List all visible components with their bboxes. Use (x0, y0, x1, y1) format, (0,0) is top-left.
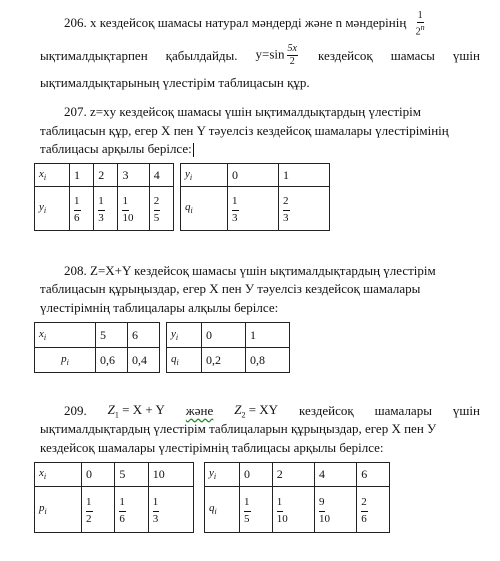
table-row: $q_i$ 0,2 0,8 (167, 348, 290, 373)
probability-fraction: $\frac{1}{2^n}$ (415, 10, 425, 38)
formula-z1: $Z_1 = X + Y$ (107, 402, 165, 420)
table-row: $x_i$ 1 2 3 4 (35, 164, 174, 187)
table-209-y (204, 462, 390, 533)
problem-209-line-3: кездейсоқ шамалары үлестірімнің таблицасы арқылы берілсе: (40, 440, 384, 455)
problem-206-line-2: ықтималдықтарпен қабылдайды. y=sin $\frac{5x}{2}$ кездейсоқ шамасы үшін (40, 43, 480, 67)
table-row: $p_i$ $\frac{1}{2}$ $\frac{1}{6}$ $\frac{1}{3}$ (35, 487, 194, 533)
table-row: $x_i$ 0 5 10 (35, 463, 194, 487)
table-207-x (34, 163, 174, 231)
table-row: $y_i$ 0 1 (181, 164, 330, 187)
table-row: $q_i$ $\frac{1}{3}$ $\frac{2}{3}$ (181, 187, 330, 231)
sin-formula: y=sin $\frac{5x}{2}$ (255, 43, 297, 67)
table-row: $y_i$ 0 1 (167, 323, 290, 348)
table-row: $y_i$ 0 2 4 6 (205, 463, 390, 487)
table-209-x (34, 462, 194, 533)
problem-209-line-2: ықтималдықтардың үлестірім таблицаларын құрыңыздар, егер X пен У (40, 421, 437, 436)
problem-206-line-1 (64, 11, 427, 37)
table-208-x (34, 322, 160, 373)
problem-208-line-3: үлестірімнің таблицалары алқылы берілсе: (40, 300, 279, 315)
table-row: $x_i$ 5 6 (35, 323, 160, 348)
problem-207-line-3: таблицасы арқылы берілсе: (40, 141, 192, 156)
table-row: $p_i$ 0,6 0,4 (35, 348, 160, 373)
text-cursor (193, 143, 194, 157)
table-207-y (180, 163, 330, 231)
problem-209-line-1: 209. $Z_1 = X + Y$ және $Z_2$ = XY кездейсоқ шамалары үшін (64, 402, 480, 420)
problem-206-text: 206. x кездейсоқ шамасы натурал мәндерді және n мәндерінің (64, 15, 407, 31)
table-208-y (166, 322, 290, 373)
table-row: $q_i$ $\frac{1}{5}$ $\frac{1}{10}$ $\frac{9}{10}$ $\frac{2}{6}$ (205, 487, 390, 533)
problem-207-line-2: таблицасын құр, егер X пен Y тәуелсіз кездейсоқ шамалары үлестірімінің (40, 123, 449, 138)
problem-206-line-3: ықтималдықтарының үлестірім таблицасын құр. (40, 75, 310, 90)
problem-207-line-1: 207. z=xy кездейсоқ шамасы үшін ықтималдықтардың үлестірім (64, 104, 421, 119)
problem-208-line-2: таблицасын құрыңыздар, егер X пен У тәуелсіз кездейсоқ шамалары (40, 281, 421, 296)
formula-z2: $Z_2$ = XY (234, 402, 279, 420)
problem-208-line-1: 208. Z=X+Y кездейсоқ шамасы үшін ықтималдықтардың үлестірім (64, 263, 436, 278)
table-row: $y_i$ $\frac{1}{6}$ $\frac{1}{3}$ $\frac{1}{10}$ $\frac{2}{5}$ (35, 187, 174, 231)
